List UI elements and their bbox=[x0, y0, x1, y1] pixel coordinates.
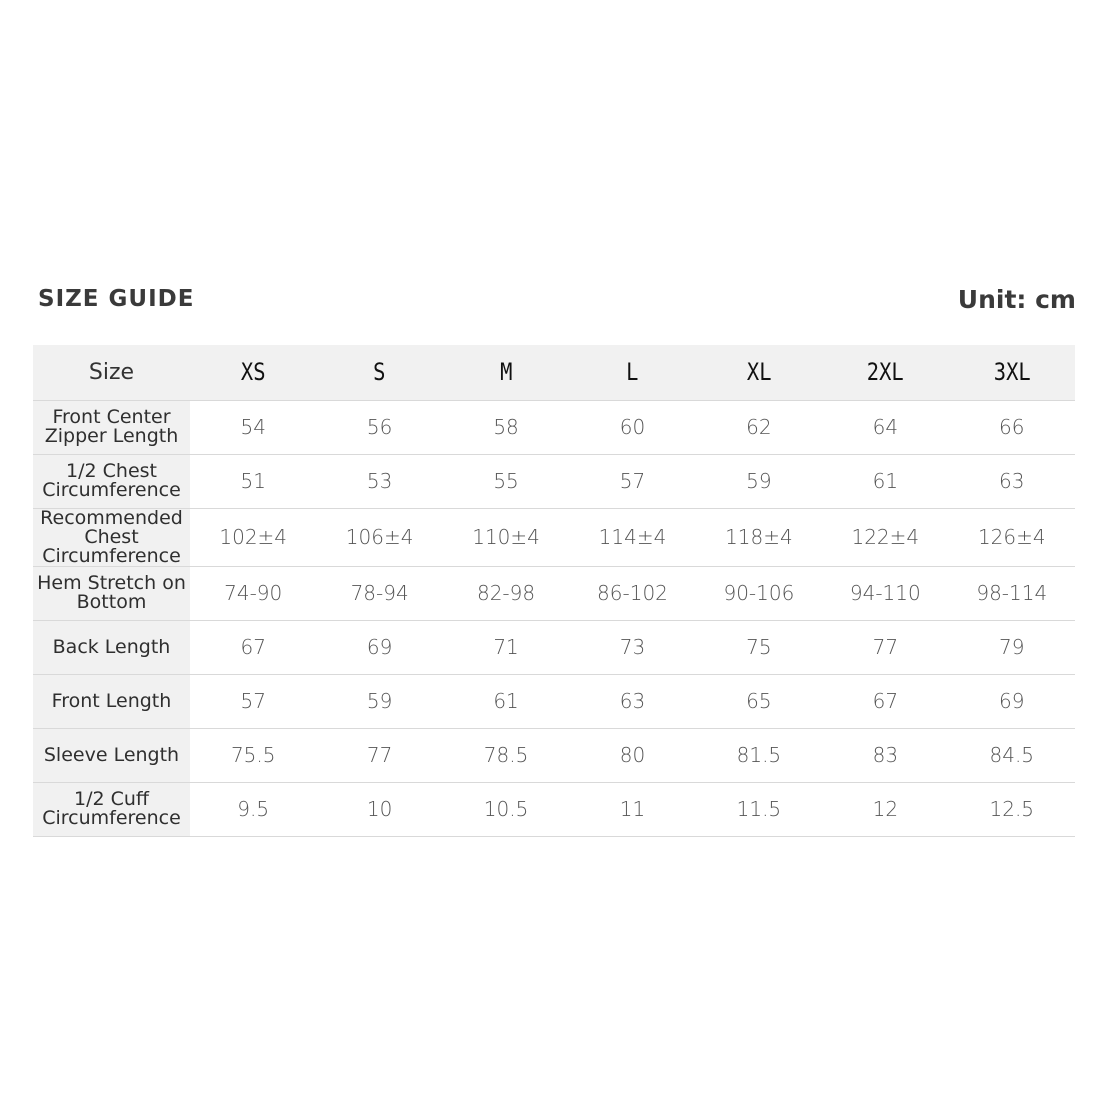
measurement-cell: 94-110 bbox=[849, 581, 921, 605]
measurement-cell: 63 bbox=[619, 689, 646, 713]
measurement-cell: 84.5 bbox=[989, 743, 1035, 767]
measurement-cell: 77 bbox=[366, 743, 393, 767]
measurement-cell: 106±4 bbox=[345, 525, 414, 549]
measurement-cell: 102±4 bbox=[219, 525, 288, 549]
table-row bbox=[33, 454, 1075, 508]
measurement-cell: 78-94 bbox=[350, 581, 409, 605]
measurement-cell: 65 bbox=[746, 689, 772, 713]
measurement-cell: 118±4 bbox=[725, 525, 793, 549]
measurement-cell: 60 bbox=[619, 415, 646, 439]
measurement-cell: 11 bbox=[619, 797, 646, 821]
measurement-cell: 59 bbox=[746, 469, 772, 493]
measurement-cell: 67 bbox=[240, 635, 266, 659]
measurement-cell: 69 bbox=[999, 689, 1025, 713]
table-row bbox=[33, 508, 1075, 566]
measurement-cell: 62 bbox=[746, 415, 772, 439]
measurement-cell: 59 bbox=[366, 689, 393, 713]
measurement-cell: 81.5 bbox=[736, 743, 782, 767]
size-heading: M bbox=[499, 358, 513, 387]
measurement-cell: 77 bbox=[872, 635, 899, 659]
table-row bbox=[33, 400, 1075, 454]
row-label: Front Length bbox=[33, 674, 190, 728]
row-label: Hem Stretch on Bottom bbox=[33, 566, 190, 620]
size-column-heading: Size bbox=[33, 345, 190, 400]
page-title: SIZE GUIDE bbox=[38, 286, 195, 312]
row-label: Back Length bbox=[33, 620, 190, 674]
measurement-cell: 98-114 bbox=[976, 581, 1048, 605]
measurement-cell: 54 bbox=[240, 415, 266, 439]
measurement-cell: 12 bbox=[872, 797, 899, 821]
table-row bbox=[33, 566, 1075, 620]
measurement-cell: 75 bbox=[746, 635, 772, 659]
measurement-cell: 57 bbox=[240, 689, 266, 713]
table-row bbox=[33, 728, 1075, 782]
table-row bbox=[33, 674, 1075, 728]
table-row bbox=[33, 620, 1075, 674]
measurement-cell: 73 bbox=[619, 635, 646, 659]
unit-label: Unit: cm bbox=[957, 285, 1076, 314]
size-heading: XS bbox=[240, 358, 266, 387]
measurement-cell: 78.5 bbox=[483, 743, 529, 767]
row-label: Front Center Zipper Length bbox=[33, 400, 190, 454]
measurement-cell: 80 bbox=[619, 743, 646, 767]
measurement-cell: 55 bbox=[493, 469, 519, 493]
measurement-cell: 58 bbox=[493, 415, 519, 439]
measurement-cell: 53 bbox=[366, 469, 393, 493]
size-heading: L bbox=[626, 358, 639, 387]
measurement-cell: 86-102 bbox=[597, 581, 668, 605]
measurement-cell: 11.5 bbox=[736, 797, 782, 821]
measurement-cell: 90-106 bbox=[723, 581, 795, 605]
measurement-cell: 79 bbox=[999, 635, 1025, 659]
measurement-cell: 12.5 bbox=[989, 797, 1035, 821]
row-label: Recommended Chest Circumference bbox=[33, 508, 190, 566]
header-row bbox=[33, 345, 1075, 400]
measurement-cell: 110±4 bbox=[472, 525, 540, 549]
size-heading: XL bbox=[746, 358, 772, 387]
row-label: 1/2 Chest Circumference bbox=[33, 454, 190, 508]
size-heading: 2XL bbox=[866, 358, 904, 387]
measurement-cell: 61 bbox=[872, 469, 899, 493]
measurement-cell: 64 bbox=[872, 415, 899, 439]
measurement-cell: 57 bbox=[619, 469, 646, 493]
size-table bbox=[33, 345, 1075, 837]
measurement-cell: 66 bbox=[999, 415, 1025, 439]
measurement-cell: 10 bbox=[366, 797, 393, 821]
table-row bbox=[33, 782, 1075, 836]
measurement-cell: 56 bbox=[366, 415, 393, 439]
measurement-cell: 74-90 bbox=[224, 581, 283, 605]
measurement-cell: 9.5 bbox=[237, 797, 270, 821]
measurement-cell: 51 bbox=[240, 469, 266, 493]
measurement-cell: 10.5 bbox=[483, 797, 529, 821]
measurement-cell: 114±4 bbox=[598, 525, 667, 549]
measurement-cell: 126±4 bbox=[977, 525, 1046, 549]
measurement-cell: 122±4 bbox=[851, 525, 920, 549]
row-label: Sleeve Length bbox=[33, 728, 190, 782]
row-label: 1/2 Cuff Circumference bbox=[33, 782, 190, 836]
measurement-cell: 75.5 bbox=[230, 743, 276, 767]
measurement-cell: 67 bbox=[872, 689, 899, 713]
size-heading: 3XL bbox=[993, 358, 1031, 387]
size-heading: S bbox=[373, 358, 386, 387]
measurement-cell: 71 bbox=[493, 635, 519, 659]
measurement-cell: 69 bbox=[366, 635, 393, 659]
measurement-cell: 83 bbox=[872, 743, 899, 767]
measurement-cell: 63 bbox=[999, 469, 1025, 493]
measurement-cell: 82-98 bbox=[476, 581, 536, 605]
measurement-cell: 61 bbox=[493, 689, 519, 713]
